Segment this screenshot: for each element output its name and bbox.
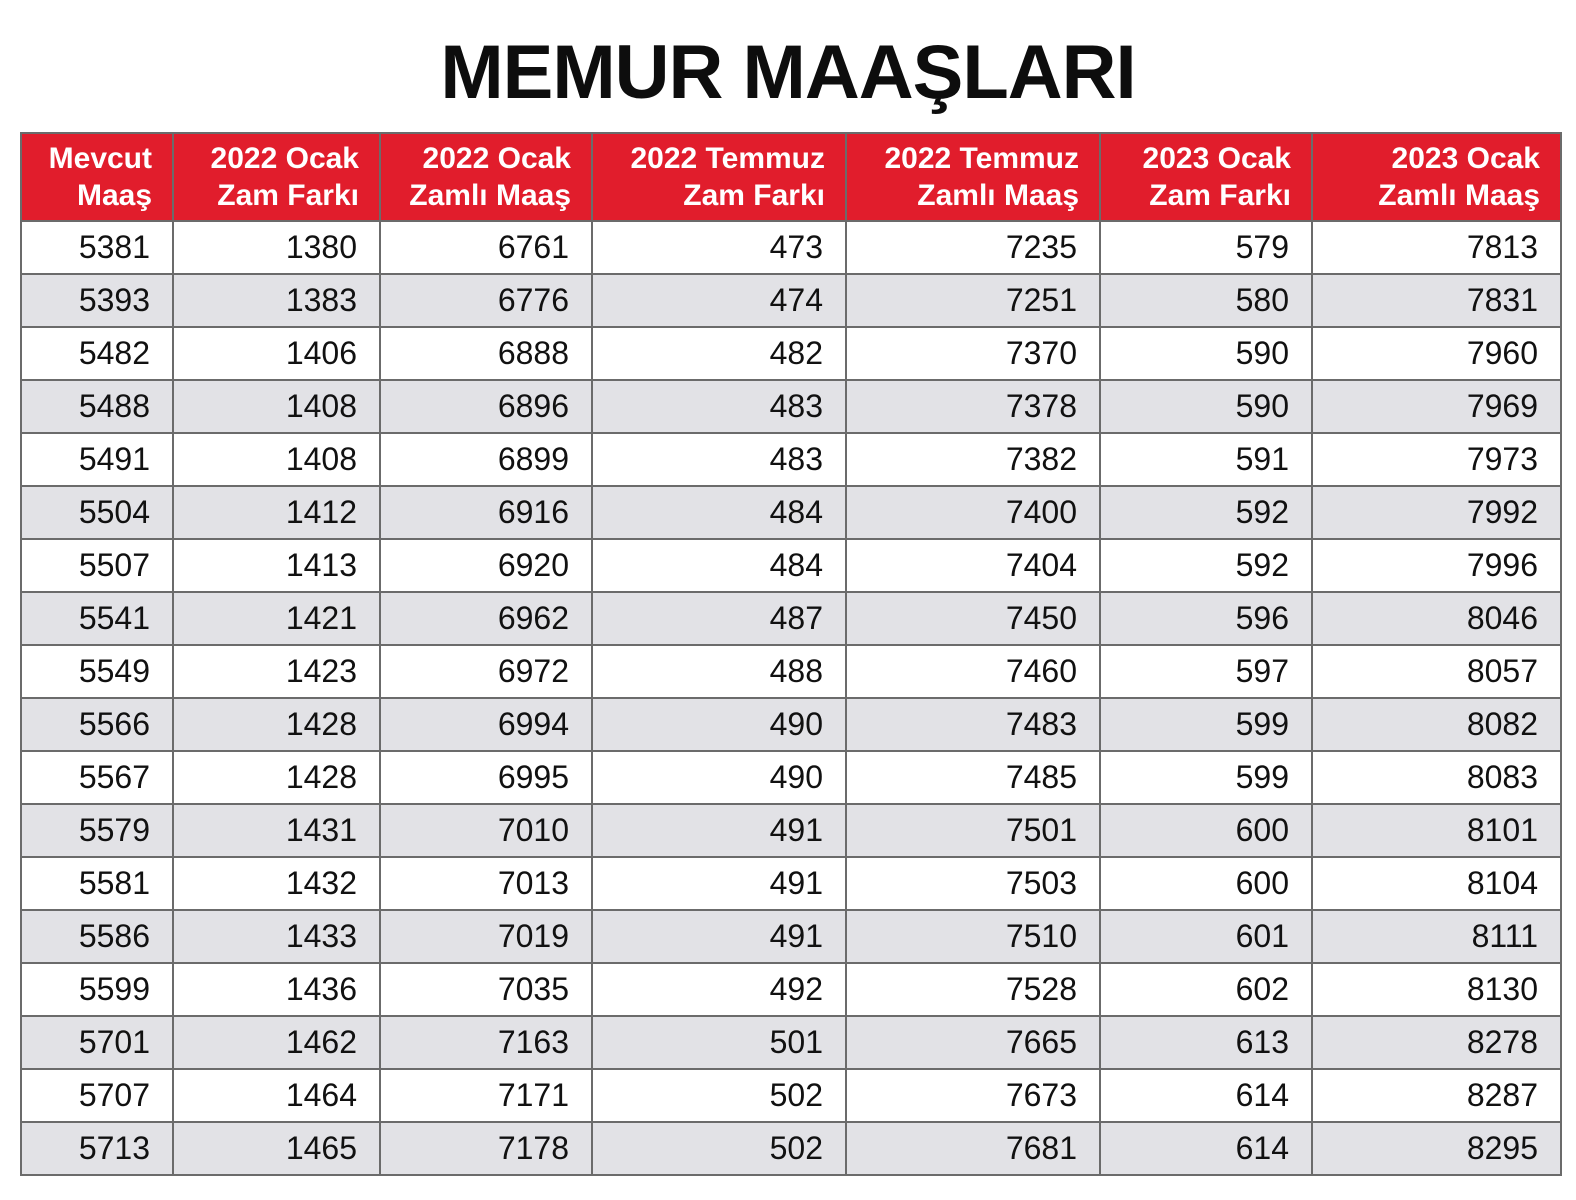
table-cell: 614 bbox=[1100, 1122, 1312, 1175]
table-cell: 6916 bbox=[380, 486, 592, 539]
table-cell: 7681 bbox=[846, 1122, 1100, 1175]
column-header-line: Zam Farkı bbox=[683, 179, 825, 212]
column-header bbox=[592, 133, 846, 221]
table-cell: 7035 bbox=[380, 963, 592, 1016]
table-body bbox=[21, 221, 1561, 1175]
table-cell: 6899 bbox=[380, 433, 592, 486]
table-cell: 5541 bbox=[21, 592, 173, 645]
column-header-line: Zam Farkı bbox=[1149, 179, 1291, 212]
table-cell: 492 bbox=[592, 963, 846, 1016]
table-cell: 1428 bbox=[173, 698, 380, 751]
table-cell: 501 bbox=[592, 1016, 846, 1069]
table-cell: 1408 bbox=[173, 380, 380, 433]
table-cell: 7831 bbox=[1312, 274, 1561, 327]
table-cell: 474 bbox=[592, 274, 846, 327]
table-cell: 8278 bbox=[1312, 1016, 1561, 1069]
table-row bbox=[21, 1016, 1561, 1069]
table-cell: 8130 bbox=[1312, 963, 1561, 1016]
table-cell: 7969 bbox=[1312, 380, 1561, 433]
table-row bbox=[21, 380, 1561, 433]
table-cell: 6761 bbox=[380, 221, 592, 274]
table-row bbox=[21, 698, 1561, 751]
table-cell: 7019 bbox=[380, 910, 592, 963]
column-header-line: 2022 Temmuz bbox=[884, 142, 1079, 175]
table-cell: 5381 bbox=[21, 221, 173, 274]
table-cell: 7382 bbox=[846, 433, 1100, 486]
table-cell: 5504 bbox=[21, 486, 173, 539]
table-cell: 8287 bbox=[1312, 1069, 1561, 1122]
table-cell: 7460 bbox=[846, 645, 1100, 698]
table-cell: 5491 bbox=[21, 433, 173, 486]
table-cell: 1433 bbox=[173, 910, 380, 963]
column-header-line: Maaş bbox=[76, 179, 152, 212]
table-row bbox=[21, 910, 1561, 963]
table-cell: 5482 bbox=[21, 327, 173, 380]
table-cell: 5581 bbox=[21, 857, 173, 910]
table-cell: 6995 bbox=[380, 751, 592, 804]
table-cell: 5567 bbox=[21, 751, 173, 804]
column-header-line: Zamlı Maaş bbox=[917, 179, 1079, 212]
table-cell: 482 bbox=[592, 327, 846, 380]
table-cell: 7010 bbox=[380, 804, 592, 857]
column-header bbox=[21, 133, 173, 221]
column-header-line: Mevcut bbox=[48, 142, 152, 175]
table-cell: 7503 bbox=[846, 857, 1100, 910]
table-cell: 7163 bbox=[380, 1016, 592, 1069]
table-cell: 7665 bbox=[846, 1016, 1100, 1069]
table-cell: 7235 bbox=[846, 221, 1100, 274]
table-row bbox=[21, 1122, 1561, 1175]
table-cell: 7178 bbox=[380, 1122, 592, 1175]
table-cell: 1462 bbox=[173, 1016, 380, 1069]
table-cell: 1408 bbox=[173, 433, 380, 486]
table-header-row bbox=[21, 133, 1561, 221]
column-header-line: 2022 Ocak bbox=[210, 142, 359, 175]
table-cell: 7400 bbox=[846, 486, 1100, 539]
table-cell: 7973 bbox=[1312, 433, 1561, 486]
table-cell: 1421 bbox=[173, 592, 380, 645]
table-cell: 7370 bbox=[846, 327, 1100, 380]
column-header bbox=[846, 133, 1100, 221]
table-cell: 1431 bbox=[173, 804, 380, 857]
table-cell: 5549 bbox=[21, 645, 173, 698]
table-cell: 7378 bbox=[846, 380, 1100, 433]
table-cell: 7992 bbox=[1312, 486, 1561, 539]
table-cell: 5599 bbox=[21, 963, 173, 1016]
table-cell: 7404 bbox=[846, 539, 1100, 592]
table-row bbox=[21, 751, 1561, 804]
table-cell: 591 bbox=[1100, 433, 1312, 486]
table-cell: 5579 bbox=[21, 804, 173, 857]
table-cell: 6920 bbox=[380, 539, 592, 592]
column-header-line: Zamlı Maaş bbox=[1378, 179, 1540, 212]
table-cell: 8111 bbox=[1312, 910, 1561, 963]
table-cell: 8295 bbox=[1312, 1122, 1561, 1175]
table-row bbox=[21, 221, 1561, 274]
table-cell: 599 bbox=[1100, 698, 1312, 751]
table-cell: 1432 bbox=[173, 857, 380, 910]
table-cell: 580 bbox=[1100, 274, 1312, 327]
table-row bbox=[21, 963, 1561, 1016]
table-cell: 613 bbox=[1100, 1016, 1312, 1069]
table-cell: 601 bbox=[1100, 910, 1312, 963]
table-cell: 1465 bbox=[173, 1122, 380, 1175]
table-row bbox=[21, 857, 1561, 910]
table-cell: 490 bbox=[592, 698, 846, 751]
table-row bbox=[21, 327, 1561, 380]
table-cell: 1406 bbox=[173, 327, 380, 380]
table-cell: 592 bbox=[1100, 539, 1312, 592]
table-cell: 7171 bbox=[380, 1069, 592, 1122]
table-row bbox=[21, 433, 1561, 486]
table-cell: 502 bbox=[592, 1069, 846, 1122]
table-cell: 7013 bbox=[380, 857, 592, 910]
table-cell: 502 bbox=[592, 1122, 846, 1175]
table-cell: 7485 bbox=[846, 751, 1100, 804]
table-cell: 5713 bbox=[21, 1122, 173, 1175]
table-cell: 1383 bbox=[173, 274, 380, 327]
table-cell: 7960 bbox=[1312, 327, 1561, 380]
table-cell: 6994 bbox=[380, 698, 592, 751]
table-row bbox=[21, 1069, 1561, 1122]
table-cell: 1423 bbox=[173, 645, 380, 698]
table-cell: 6962 bbox=[380, 592, 592, 645]
table-cell: 8101 bbox=[1312, 804, 1561, 857]
table-row bbox=[21, 486, 1561, 539]
table-cell: 8046 bbox=[1312, 592, 1561, 645]
column-header-line: 2023 Ocak bbox=[1391, 142, 1540, 175]
table-cell: 579 bbox=[1100, 221, 1312, 274]
table-cell: 5701 bbox=[21, 1016, 173, 1069]
table-row bbox=[21, 539, 1561, 592]
table-cell: 490 bbox=[592, 751, 846, 804]
table-cell: 590 bbox=[1100, 327, 1312, 380]
column-header bbox=[1312, 133, 1561, 221]
table-row bbox=[21, 804, 1561, 857]
table-cell: 7510 bbox=[846, 910, 1100, 963]
table-cell: 600 bbox=[1100, 804, 1312, 857]
column-header-line: 2022 Temmuz bbox=[630, 142, 825, 175]
salary-table bbox=[20, 132, 1562, 1176]
table-cell: 5507 bbox=[21, 539, 173, 592]
table-cell: 614 bbox=[1100, 1069, 1312, 1122]
table-cell: 7528 bbox=[846, 963, 1100, 1016]
table-cell: 7501 bbox=[846, 804, 1100, 857]
table-cell: 6776 bbox=[380, 274, 592, 327]
table-cell: 484 bbox=[592, 539, 846, 592]
table-cell: 600 bbox=[1100, 857, 1312, 910]
column-header bbox=[173, 133, 380, 221]
table-cell: 5586 bbox=[21, 910, 173, 963]
table-cell: 592 bbox=[1100, 486, 1312, 539]
table-cell: 5566 bbox=[21, 698, 173, 751]
table-cell: 491 bbox=[592, 804, 846, 857]
table-cell: 8104 bbox=[1312, 857, 1561, 910]
table-cell: 8083 bbox=[1312, 751, 1561, 804]
table-cell: 602 bbox=[1100, 963, 1312, 1016]
table-cell: 1413 bbox=[173, 539, 380, 592]
table-cell: 8057 bbox=[1312, 645, 1561, 698]
page-title: MEMUR MAAŞLARI bbox=[440, 30, 1136, 115]
table-cell: 483 bbox=[592, 380, 846, 433]
table-cell: 1464 bbox=[173, 1069, 380, 1122]
table-cell: 488 bbox=[592, 645, 846, 698]
table-cell: 1428 bbox=[173, 751, 380, 804]
table-cell: 487 bbox=[592, 592, 846, 645]
table-cell: 596 bbox=[1100, 592, 1312, 645]
table-cell: 6896 bbox=[380, 380, 592, 433]
table-cell: 1436 bbox=[173, 963, 380, 1016]
table-cell: 7813 bbox=[1312, 221, 1561, 274]
table-cell: 7673 bbox=[846, 1069, 1100, 1122]
table-cell: 7251 bbox=[846, 274, 1100, 327]
table-cell: 5707 bbox=[21, 1069, 173, 1122]
table-cell: 484 bbox=[592, 486, 846, 539]
table-cell: 5488 bbox=[21, 380, 173, 433]
column-header-line: Zamlı Maaş bbox=[409, 179, 571, 212]
table-cell: 8082 bbox=[1312, 698, 1561, 751]
column-header-line: Zam Farkı bbox=[217, 179, 359, 212]
table-cell: 6972 bbox=[380, 645, 592, 698]
table-cell: 483 bbox=[592, 433, 846, 486]
table-cell: 7450 bbox=[846, 592, 1100, 645]
table-cell: 1380 bbox=[173, 221, 380, 274]
table-cell: 491 bbox=[592, 910, 846, 963]
table-cell: 1412 bbox=[173, 486, 380, 539]
table-row bbox=[21, 274, 1561, 327]
table-cell: 491 bbox=[592, 857, 846, 910]
table-cell: 6888 bbox=[380, 327, 592, 380]
table-cell: 5393 bbox=[21, 274, 173, 327]
column-header-line: 2022 Ocak bbox=[422, 142, 571, 175]
table-cell: 597 bbox=[1100, 645, 1312, 698]
column-header bbox=[1100, 133, 1312, 221]
table-cell: 7996 bbox=[1312, 539, 1561, 592]
table-cell: 473 bbox=[592, 221, 846, 274]
table-cell: 7483 bbox=[846, 698, 1100, 751]
column-header-line: 2023 Ocak bbox=[1142, 142, 1291, 175]
table-cell: 590 bbox=[1100, 380, 1312, 433]
column-header bbox=[380, 133, 592, 221]
table-row bbox=[21, 645, 1561, 698]
table-cell: 599 bbox=[1100, 751, 1312, 804]
table-row bbox=[21, 592, 1561, 645]
